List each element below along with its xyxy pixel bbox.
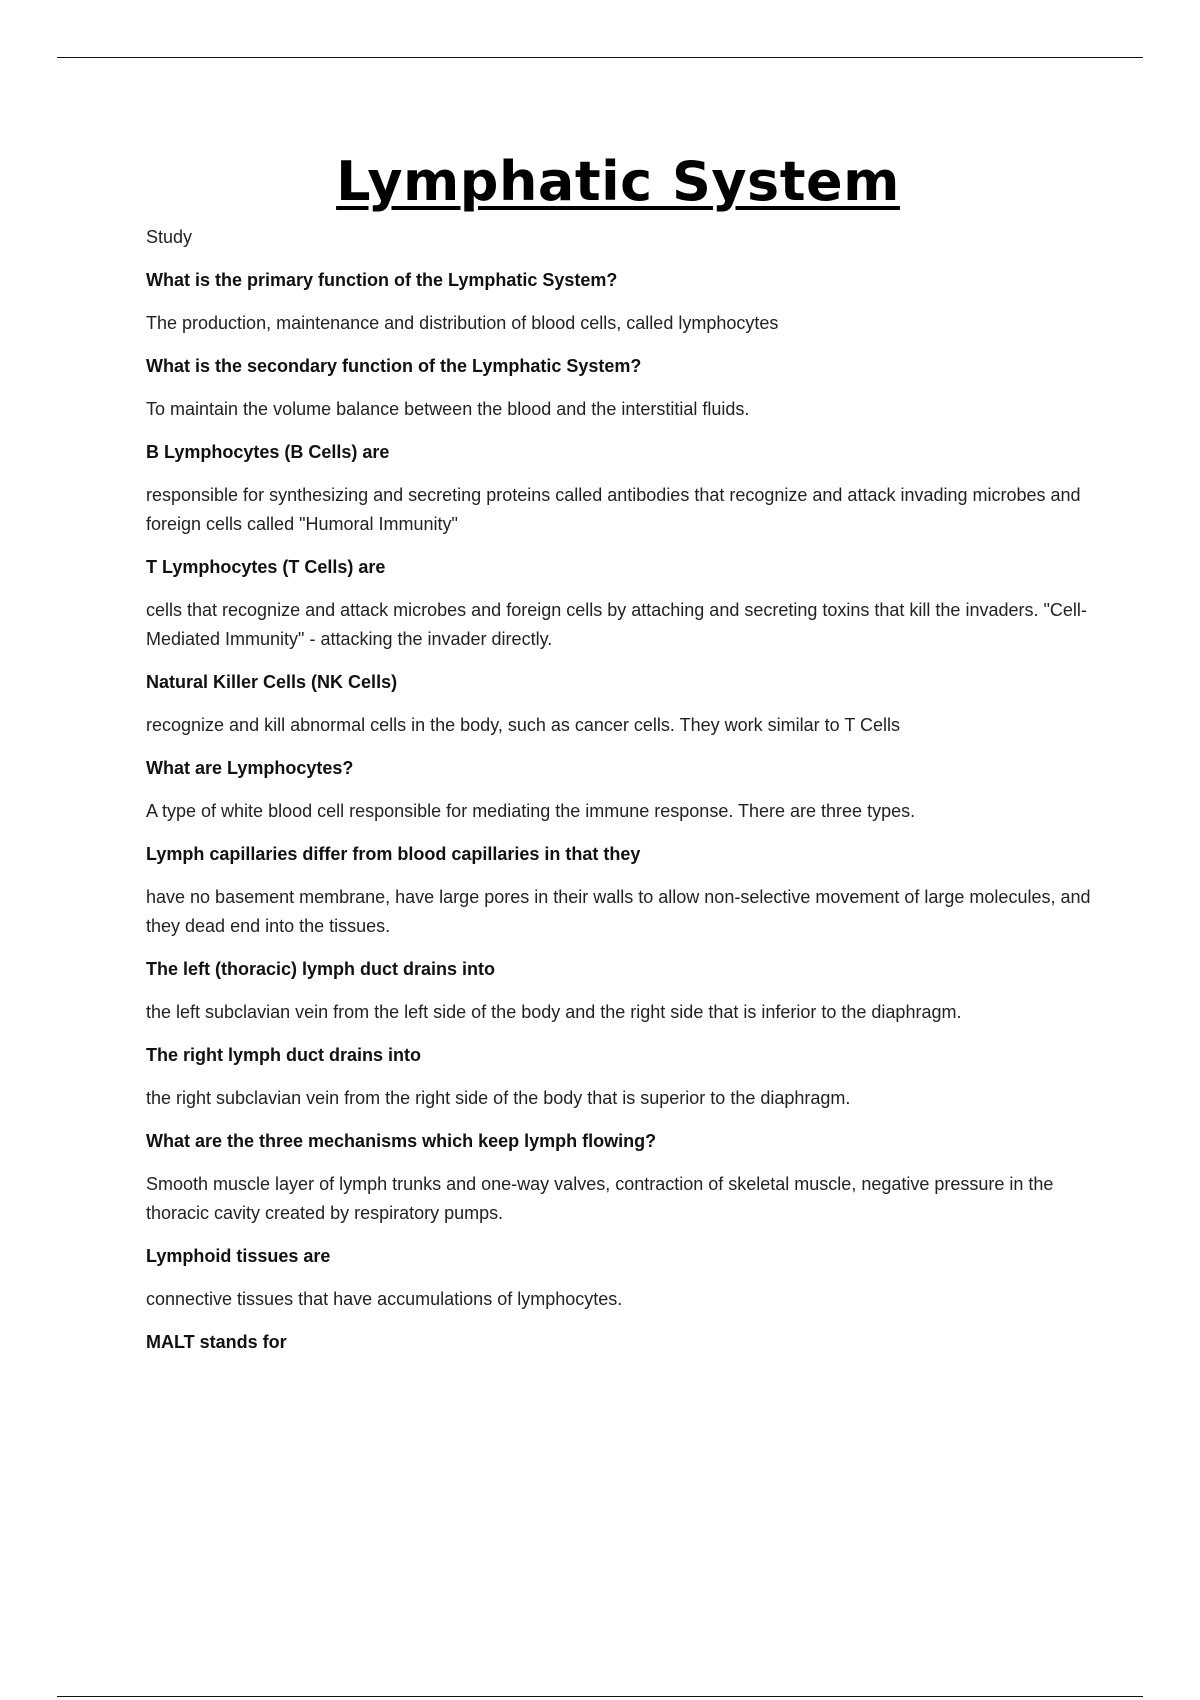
question-12: MALT stands for xyxy=(146,1332,287,1352)
answer-3: responsible for synthesizing and secreting proteins called antibodies that recognize and attack invading microbes and foreign cells called "Humoral Immunity" xyxy=(146,485,1081,534)
question-6: What are Lymphocytes? xyxy=(146,758,354,778)
question-7: Lymph capillaries differ from blood capillaries in that they xyxy=(146,844,641,864)
question-4: T Lymphocytes (T Cells) are xyxy=(146,557,386,577)
answer-10: Smooth muscle layer of lymph trunks and one-way valves, contraction of skeletal muscle, negative pressure in the thoracic cavity created by respiratory pumps. xyxy=(146,1174,1054,1223)
bottom-rule xyxy=(57,1696,1143,1697)
answer-7: have no basement membrane, have large pores in their walls to allow non-selective movement of large molecules, and they dead end into the tissues. xyxy=(146,887,1091,936)
document-title: Lymphatic System xyxy=(336,150,900,213)
question-11: Lymphoid tissues are xyxy=(146,1246,331,1266)
answer-1: The production, maintenance and distribution of blood cells, called lymphocytes xyxy=(146,313,779,333)
question-2: What is the secondary function of the Lymphatic System? xyxy=(146,356,642,376)
question-5: Natural Killer Cells (NK Cells) xyxy=(146,672,398,692)
question-9: The right lymph duct drains into xyxy=(146,1045,422,1065)
document-subtitle: Study xyxy=(146,227,193,247)
answer-5: recognize and kill abnormal cells in the body, such as cancer cells. They work similar to T Cells xyxy=(146,715,900,735)
top-rule xyxy=(57,57,1143,58)
answer-6: A type of white blood cell responsible for mediating the immune response. There are three types. xyxy=(146,801,916,821)
answer-11: connective tissues that have accumulations of lymphocytes. xyxy=(146,1289,623,1309)
question-8: The left (thoracic) lymph duct drains into xyxy=(146,959,496,979)
question-10: What are the three mechanisms which keep lymph flowing? xyxy=(146,1131,657,1151)
answer-2: To maintain the volume balance between the blood and the interstitial fluids. xyxy=(146,399,750,419)
answer-4: cells that recognize and attack microbes and foreign cells by attaching and secreting toxins that kill the invaders. "Cell-Mediated Immunity" - attacking the invader directly. xyxy=(146,600,1087,649)
question-1: What is the primary function of the Lymphatic System? xyxy=(146,270,618,290)
question-3: B Lymphocytes (B Cells) are xyxy=(146,442,390,462)
document-body xyxy=(146,224,1096,1371)
answer-8: the left subclavian vein from the left side of the body and the right side that is inferior to the diaphragm. xyxy=(146,1002,962,1022)
answer-9: the right subclavian vein from the right side of the body that is superior to the diaphragm. xyxy=(146,1088,851,1108)
